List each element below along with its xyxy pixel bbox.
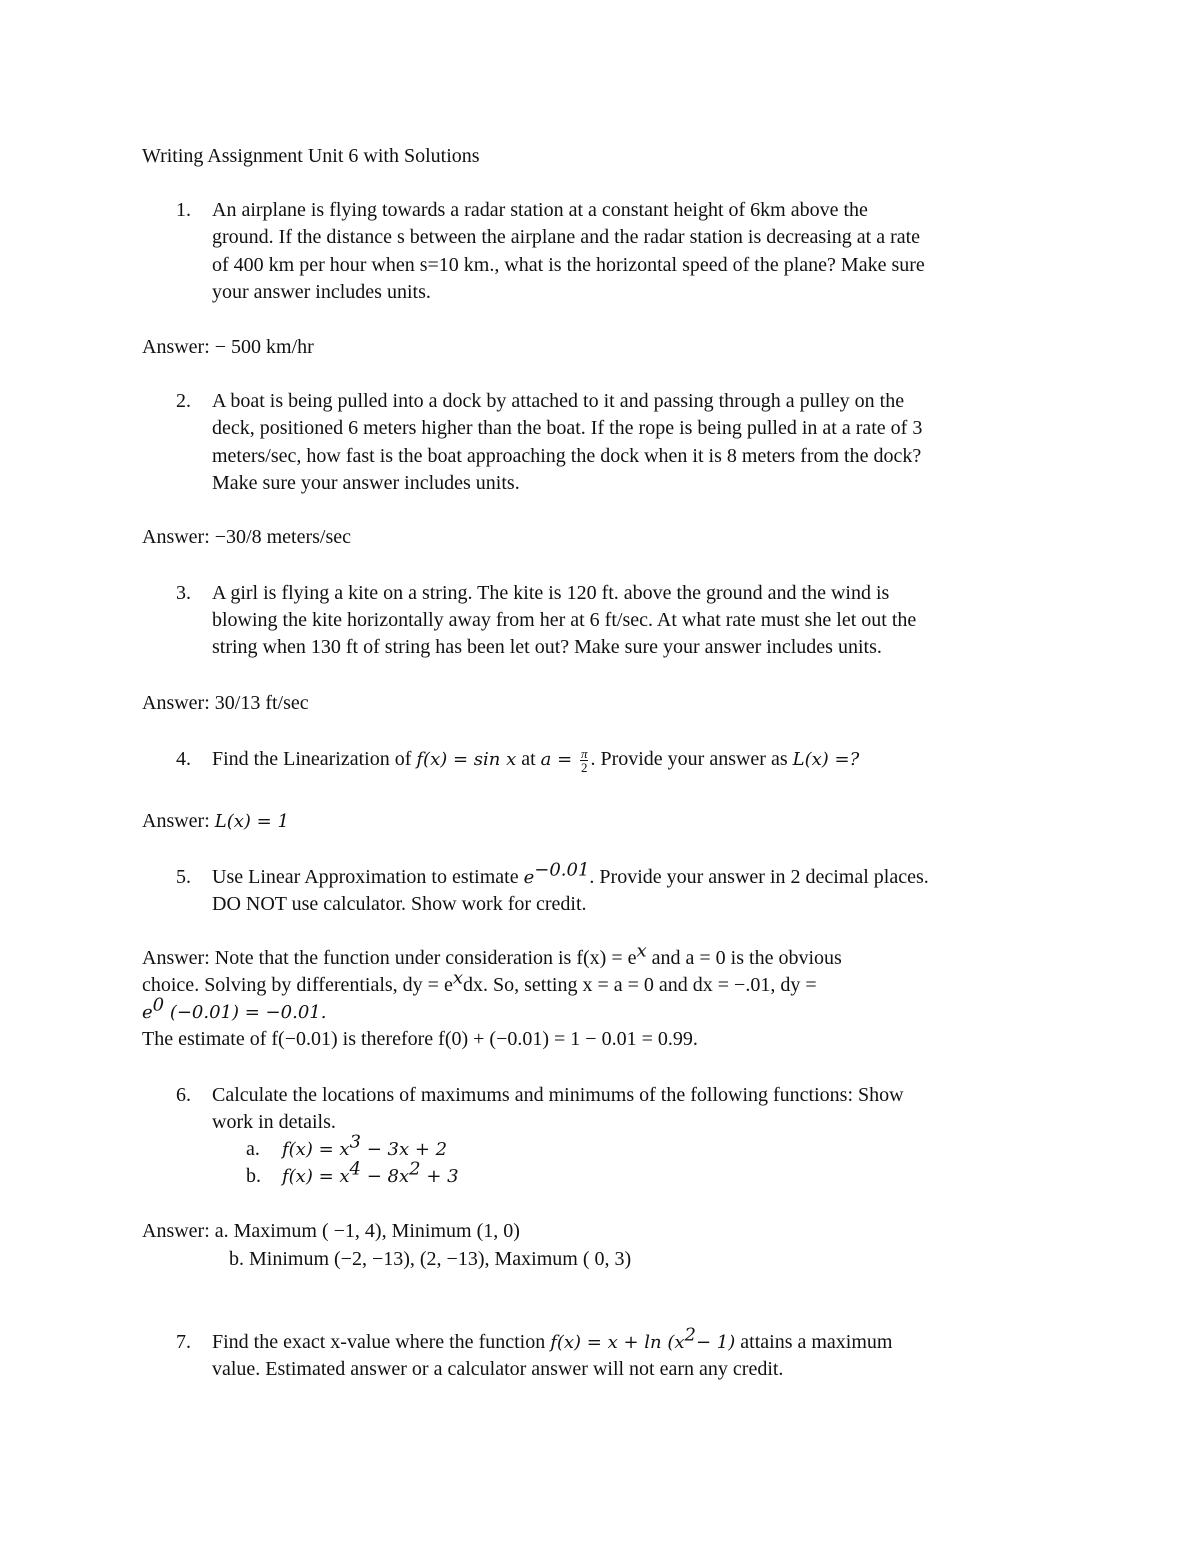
- q4-fraction-numerator: π: [580, 745, 588, 761]
- q6b-function-post: + 3: [420, 1166, 459, 1187]
- q5-answer-3-post: (−0.01) = −0.01.: [164, 1002, 327, 1023]
- q5-line-1: [212, 859, 929, 891]
- q6b-function: [282, 1158, 459, 1190]
- q4-a-equals: a =: [540, 749, 578, 770]
- q3-line-2: blowing the kite horizontally away from her at 6 ft/sec. At what rate must she let out the: [212, 609, 917, 631]
- q3-answer: Answer: 30/13 ft/sec: [142, 692, 309, 714]
- q7-line-1-pre: Find the exact x-value where the function: [212, 1331, 551, 1353]
- q6-answer-line-2: b. Minimum (−2, −13), (2, −13), Maximum ( 0, 3): [229, 1248, 632, 1270]
- q6-answer-line-1: Answer: a. Maximum ( −1, 4), Minimum (1, 0): [142, 1220, 520, 1242]
- q6a-label: a.: [246, 1138, 260, 1160]
- q6a-function-pre: f(x) = x: [282, 1139, 350, 1160]
- q7-line-1: [212, 1324, 893, 1356]
- q1-line-2: ground. If the distance s between the airplane and the radar station is decreasing at a rate: [212, 226, 921, 248]
- q4-answer-math: L(x) = 1: [214, 811, 289, 832]
- q6a-function: [282, 1131, 448, 1163]
- q5-answer-3-exp: 0: [152, 994, 165, 1016]
- q2-line-3: meters/sec, how fast is the boat approaching the dock when it is 8 meters from the dock?: [212, 445, 922, 467]
- q7-line-2: value. Estimated answer or a calculator answer will not earn any credit.: [212, 1358, 784, 1380]
- q4-number: 4.: [176, 748, 191, 770]
- q2-number: 2.: [176, 390, 191, 412]
- q2-line-2: deck, positioned 6 meters higher than the boat. If the rope is being pulled in at a rate of 3: [212, 417, 923, 439]
- q5-answer-line-1: [142, 940, 842, 972]
- q2-line-4: Make sure your answer includes units.: [212, 472, 520, 494]
- q4-text-mid: at: [516, 748, 541, 770]
- q7-function-exp: 2: [684, 1324, 696, 1346]
- q2-answer: Answer: −30/8 meters/sec: [142, 526, 352, 548]
- q4-text-post: . Provide your answer as: [590, 748, 793, 770]
- q5-answer-line-3: [142, 994, 327, 1026]
- q6-line-2: work in details.: [212, 1111, 336, 1133]
- q6a-function-exp: 3: [349, 1131, 361, 1153]
- q5-answer-line-2: [142, 967, 817, 999]
- q6b-function-exp: 4: [349, 1158, 361, 1180]
- q4-fraction-denominator: 2: [580, 759, 588, 775]
- q1-number: 1.: [176, 199, 191, 221]
- q5-answer-1-exp: x: [636, 940, 647, 962]
- q5-line-2: DO NOT use calculator. Show work for credit.: [212, 893, 587, 915]
- q1-answer: Answer: − 500 km/hr: [142, 336, 314, 358]
- q5-answer-line-4: The estimate of f(−0.01) is therefore f(0) + (−0.01) = 1 − 0.01 = 0.99.: [142, 1028, 698, 1050]
- q5-answer-2-exp: x: [452, 967, 463, 989]
- q5-answer-1-text: Answer: Note that the function under consideration is f(x) = e: [142, 947, 637, 969]
- q7-number: 7.: [176, 1331, 191, 1353]
- q1-line-4: your answer includes units.: [212, 281, 431, 303]
- q6b-function-pre: f(x) = x: [282, 1166, 350, 1187]
- q5-answer-3-text: e: [142, 1002, 153, 1023]
- q4-function: f(x) = sin x: [416, 749, 517, 770]
- q1-line-3: of 400 km per hour when s=10 km., what is the horizontal speed of the plane? Make sure: [212, 254, 925, 276]
- q5-line-1-post: . Provide your answer in 2 decimal places.: [589, 866, 929, 888]
- document-title: Writing Assignment Unit 6 with Solutions: [142, 145, 480, 167]
- q6b-label: b.: [246, 1165, 261, 1187]
- q5-answer-2-post: dx. So, setting x = a = 0 and dx = −.01, dy =: [463, 974, 817, 996]
- q5-exponent: −0.01: [534, 859, 590, 881]
- q5-answer-2-text: choice. Solving by differentials, dy = e: [142, 974, 453, 996]
- q4-text-pre: Find the Linearization of: [212, 748, 417, 770]
- q6b-function-exp2: 2: [409, 1158, 421, 1180]
- q4-line: [212, 746, 859, 774]
- q4-answer: [142, 808, 289, 835]
- q5-line-1-pre: Use Linear Approximation to estimate: [212, 866, 524, 888]
- q4-answer-label: Answer:: [142, 810, 215, 832]
- q3-line-1: A girl is flying a kite on a string. The kite is 120 ft. above the ground and the wind is: [212, 582, 890, 604]
- q7-function: f(x) = x + ln (x: [550, 1332, 685, 1353]
- q1-line-1: An airplane is flying towards a radar station at a constant height of 6km above the: [212, 199, 868, 221]
- q3-line-3: string when 130 ft of string has been let out? Make sure your answer includes units.: [212, 636, 882, 658]
- q6b-function-mid: − 8x: [361, 1166, 410, 1187]
- q2-line-1: A boat is being pulled into a dock by attached to it and passing through a pulley on the: [212, 390, 905, 412]
- q6-line-1: Calculate the locations of maximums and minimums of the following functions: Show: [212, 1084, 904, 1106]
- q3-number: 3.: [176, 582, 191, 604]
- q5-answer-1-post: and a = 0 is the obvious: [646, 947, 842, 969]
- q5-base: e: [523, 867, 535, 888]
- q7-function-end: − 1): [695, 1332, 736, 1353]
- q4-lx: L(x) =?: [792, 749, 860, 770]
- q6a-function-post: − 3x + 2: [361, 1139, 448, 1160]
- q6-number: 6.: [176, 1084, 191, 1106]
- q4-fraction: [580, 747, 589, 774]
- q5-number: 5.: [176, 866, 191, 888]
- q7-line-1-post: attains a maximum: [735, 1331, 893, 1353]
